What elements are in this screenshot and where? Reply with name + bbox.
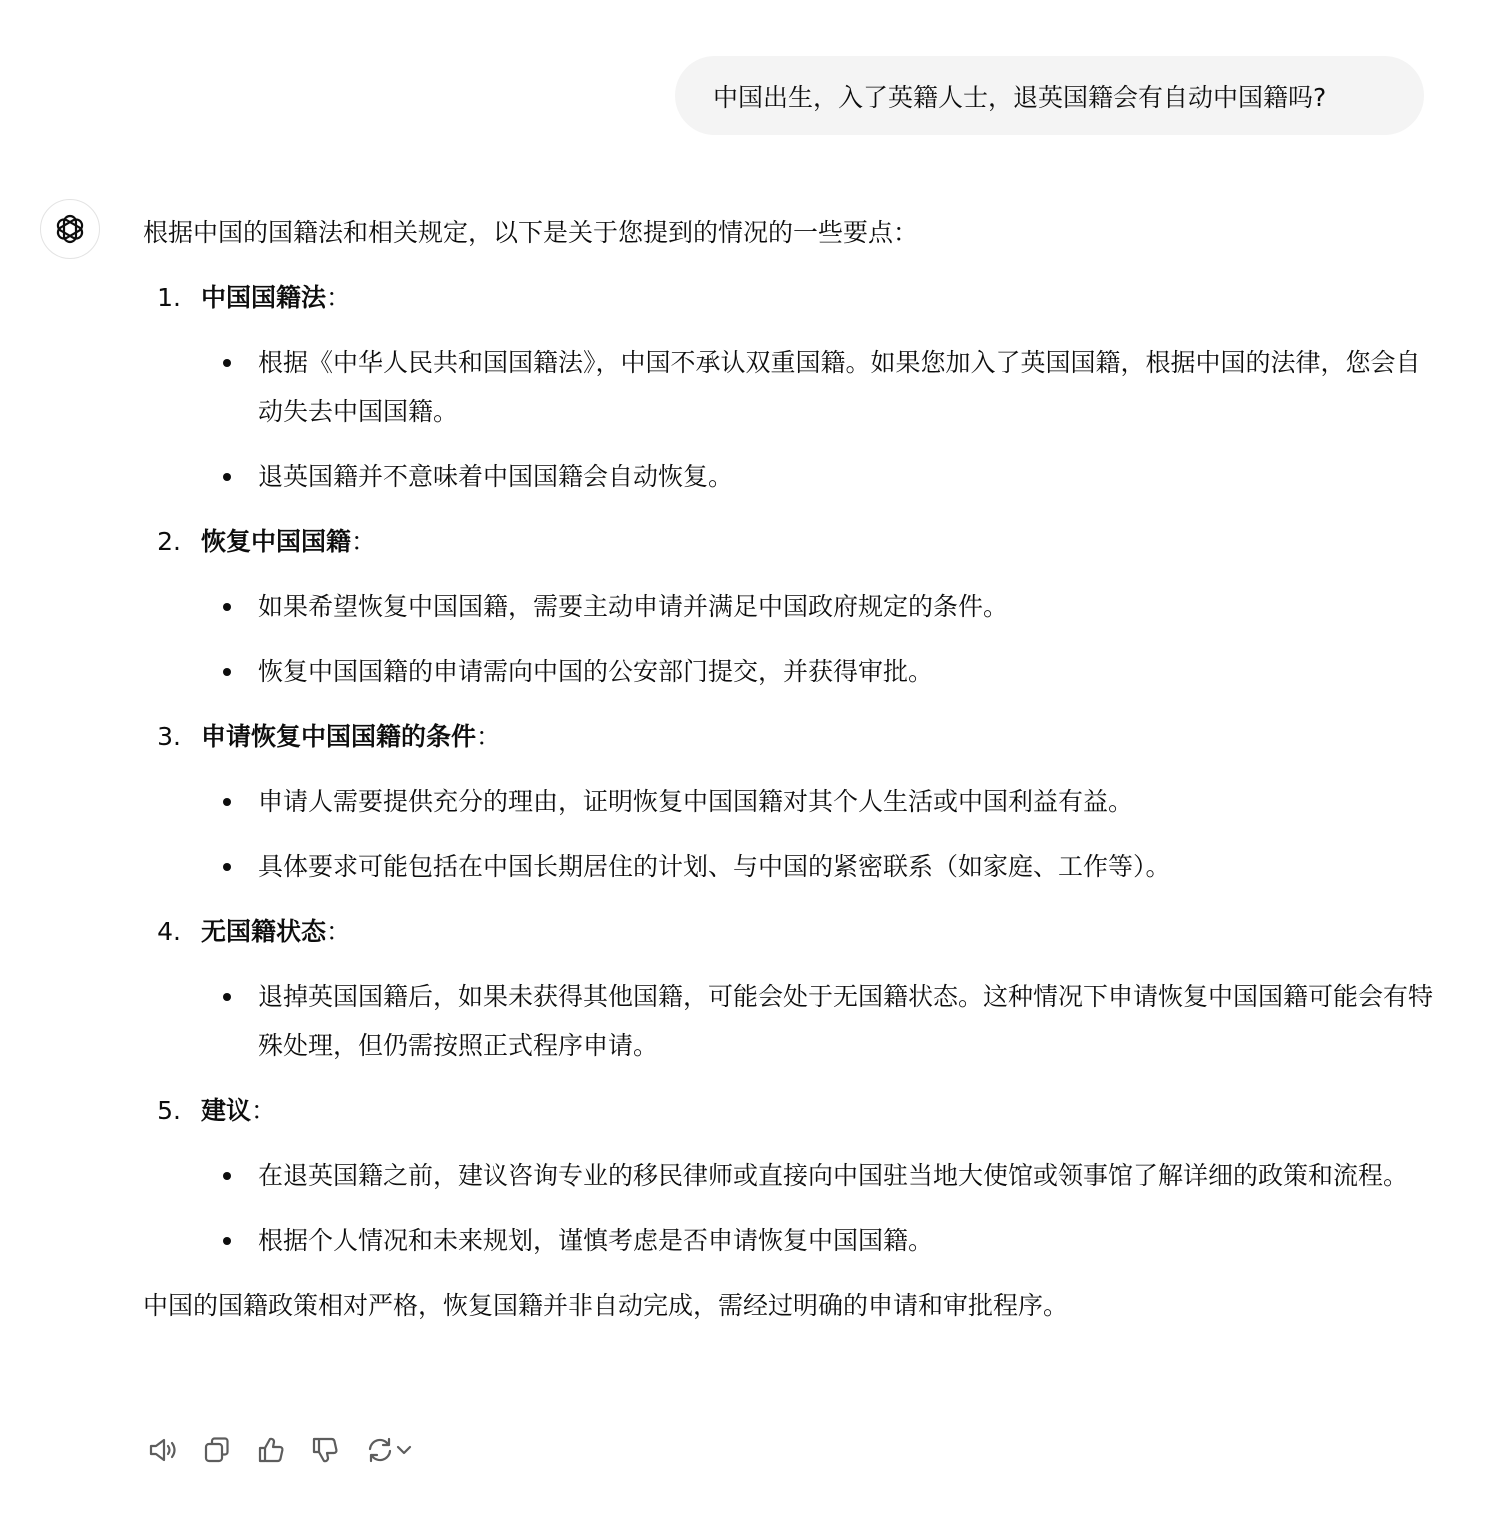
bullet-dot-icon	[223, 359, 231, 367]
bullet-text: 如果希望恢复中国国籍，需要主动申请并满足中国政府规定的条件。	[258, 592, 1009, 621]
sections-list	[143, 273, 1433, 1265]
chevron-down-icon	[395, 1435, 413, 1465]
bullet-item	[143, 972, 1433, 1070]
user-message-text: 中国出生，入了英籍人士，退英国籍会有自动中国籍吗?	[713, 82, 1327, 112]
section-number: 2.	[157, 527, 181, 556]
section-number: 1.	[157, 283, 181, 312]
bullet-text: 在退英国籍之前，建议咨询专业的移民律师或直接向中国驻当地大使馆或领事馆了解详细的政策和流程。	[258, 1161, 1409, 1190]
user-message-bubble	[675, 56, 1424, 135]
thumbs-down-icon	[310, 1435, 340, 1465]
section-item	[143, 712, 1433, 891]
section-item	[143, 907, 1433, 1070]
section-heading	[143, 273, 1433, 322]
bullet-item	[143, 842, 1433, 891]
section-item	[143, 517, 1433, 696]
bullet-list	[143, 777, 1433, 891]
thumbs-up-icon	[256, 1435, 286, 1465]
bullet-list	[143, 1151, 1433, 1265]
bullet-dot-icon	[223, 603, 231, 611]
bullet-dot-icon	[223, 798, 231, 806]
bullet-item	[143, 1151, 1433, 1200]
section-colon: ：	[476, 722, 502, 751]
section-number: 3.	[157, 722, 181, 751]
section-heading	[143, 712, 1433, 761]
bullet-item	[143, 338, 1433, 436]
bullet-item	[143, 1216, 1433, 1265]
speaker-icon	[146, 1435, 180, 1465]
section-title: 建议	[201, 1096, 252, 1125]
section-colon: ：	[326, 283, 352, 312]
bullet-list	[143, 972, 1433, 1070]
assistant-intro: 根据中国的国籍法和相关规定，以下是关于您提到的情况的一些要点：	[143, 218, 919, 247]
section-heading	[143, 1086, 1433, 1135]
bullet-dot-icon	[223, 993, 231, 1001]
bullet-list	[143, 582, 1433, 696]
section-number: 5.	[157, 1096, 181, 1125]
assistant-outro: 中国的国籍政策相对严格，恢复国籍并非自动完成，需经过明确的申请和审批程序。	[143, 1291, 1069, 1320]
bad-response-button[interactable]	[305, 1430, 345, 1470]
regenerate-button[interactable]	[359, 1430, 419, 1470]
bullet-text: 申请人需要提供充分的理由，证明恢复中国国籍对其个人生活或中国利益有益。	[258, 787, 1134, 816]
bullet-text: 退掉英国国籍后，如果未获得其他国籍，可能会处于无国籍状态。这种情况下申请恢复中国国籍可能会有特殊处理，但仍需按照正式程序申请。	[258, 982, 1434, 1060]
bullet-dot-icon	[223, 473, 231, 481]
bullet-dot-icon	[223, 863, 231, 871]
bullet-dot-icon	[223, 668, 231, 676]
section-colon: ：	[251, 1096, 277, 1125]
bullet-dot-icon	[223, 1172, 231, 1180]
section-title: 恢复中国国籍	[201, 527, 352, 556]
section-item	[143, 273, 1433, 501]
regenerate-icon	[365, 1435, 395, 1465]
copy-icon	[202, 1435, 232, 1465]
bullet-item	[143, 777, 1433, 826]
copy-button[interactable]	[197, 1430, 237, 1470]
bullet-item	[143, 582, 1433, 631]
bullet-text: 根据《中华人民共和国国籍法》，中国不承认双重国籍。如果您加入了英国国籍，根据中国的法律，您会自动失去中国国籍。	[258, 348, 1421, 426]
message-action-bar	[143, 1430, 419, 1470]
bullet-text: 具体要求可能包括在中国长期居住的计划、与中国的紧密联系（如家庭、工作等）。	[258, 852, 1171, 881]
bullet-item	[143, 452, 1433, 501]
assistant-message	[143, 208, 1433, 1330]
bullet-dot-icon	[223, 1237, 231, 1245]
section-heading	[143, 907, 1433, 956]
section-title: 申请恢复中国国籍的条件	[201, 722, 477, 751]
assistant-avatar	[40, 199, 100, 259]
section-item	[143, 1086, 1433, 1265]
read-aloud-button[interactable]	[143, 1430, 183, 1470]
section-title: 中国国籍法	[201, 283, 327, 312]
good-response-button[interactable]	[251, 1430, 291, 1470]
section-title: 无国籍状态	[201, 917, 327, 946]
bullet-text: 退英国籍并不意味着中国国籍会自动恢复。	[258, 462, 734, 491]
openai-logo-icon	[52, 211, 88, 247]
section-colon: ：	[351, 527, 377, 556]
section-heading	[143, 517, 1433, 566]
section-colon: ：	[326, 917, 352, 946]
bullet-text: 恢复中国国籍的申请需向中国的公安部门提交，并获得审批。	[258, 657, 934, 686]
bullet-list	[143, 338, 1433, 501]
bullet-text: 根据个人情况和未来规划，谨慎考虑是否申请恢复中国国籍。	[258, 1226, 934, 1255]
bullet-item	[143, 647, 1433, 696]
section-number: 4.	[157, 917, 181, 946]
